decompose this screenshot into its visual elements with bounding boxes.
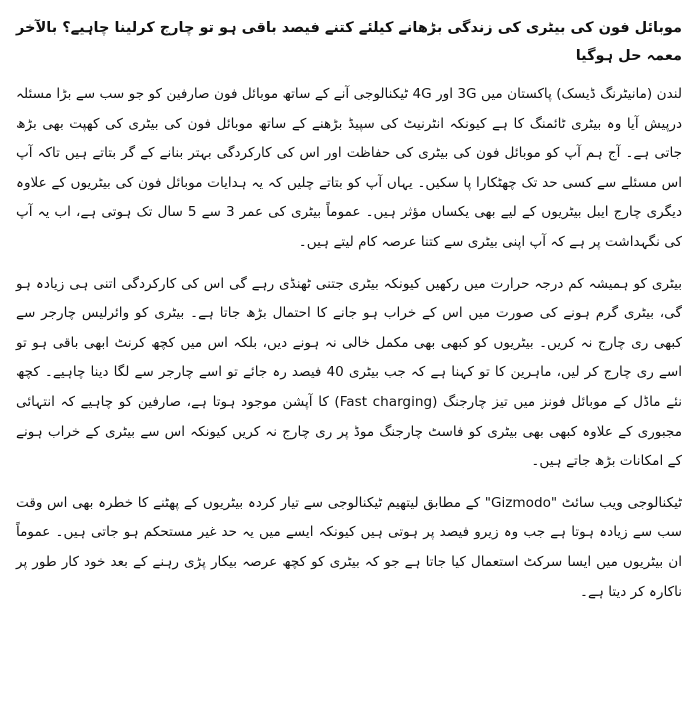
article-paragraph-intro: لندن (مانیٹرنگ ڈیسک) پاکستان میں 3G اور 4G ٹیکنالوجی آنے کے ساتھ موبائل فون صارفین کو جو سب سے بڑا مسئلہ درپیش آیا وہ بیٹری ٹائمنگ کا ہے کیونکہ انٹرنیٹ کی سپیڈ بڑھنے کے ساتھ موبائل فون کی بیٹری کی کھپت بھی بڑھ جاتی ہے۔ آج ہم آپ کو موبائل فون کی بیٹری کی حفاظت اور اس کی کارکردگی بہتر بنانے کے گر بتاتے ہیں تاکہ آپ اس مسئلے سے کسی حد تک چھٹکارا پا سکیں۔ یہاں آپ کو بتاتے چلیں کہ یہ ہدایات موبائل فون کی بیٹریوں کے علاوہ دیگری چارج ایبل بیٹریوں کے لیے بھی یکساں مؤثر ہیں۔ عموماً بیٹری کی عمر 3 سے 5 سال تک ہوتی ہے، اب یہ آپ کی نگہداشت پر ہے کہ آپ اپنی بیٹری سے کتنا عرصہ کام لیتے ہیں۔ <box>16 86 683 250</box>
article-paragraph-gizmodo: ٹیکنالوجی ویب سائٹ "Gizmodo" کے مطابق لیتھیم ٹیکنالوجی سے تیار کردہ بیٹریوں کے پھٹنے کا خطرہ بھی اس وقت سب سے زیادہ ہوتا ہے جب وہ زیرو فیصد پر ہوتی ہیں کیونکہ ایسے میں یہ حد غیر مستحکم ہو جاتی ہیں۔ عموماً ان بیٹریوں میں ایسا سرکٹ استعمال کیا جاتا ہے جو کہ بیٹری کو کچھ عرصہ بیکار پڑی رہنے کے بعد خود کار طور پر ناکارہ کر دیتا ہے۔ <box>16 494 682 600</box>
article-paragraph-care-tips: بیٹری کو ہمیشہ کم درجہ حرارت میں رکھیں کیونکہ بیٹری جتنی ٹھنڈی رہے گی اس کی کارکردگی اتنی ہی زیادہ ہو گی، بیٹری گرم ہونے کی صورت میں اس کے خراب ہو جانے کا احتمال بڑھ جاتا ہے۔ بیٹری کو وائرلیس چارجر سے کبھی ری چارج نہ کریں۔ بیٹریوں کو کبھی بھی مکمل خالی نہ ہونے دیں، بلکہ اس میں کچھ کرنٹ ابھی باقی ہو تو اسے ری چارج کر لیں، ماہرین کا تو کہنا ہے کہ جب بیٹری 40 فیصد رہ جائے تو اسے چارجر سے لگا دینا چاہیے۔ کچھ نئے ماڈل کے موبائل فونز میں تیز چارجنگ (Fast charging) کا آپشن موجود ہوتا ہے، صارفین کو چاہیے کہ انتہائی مجبوری کے علاوہ کبھی بھی بیٹری کو فاسٹ چارجنگ موڈ پر ری چارج نہ کریں کیونکہ اس سے بیٹری کے خراب ہونے کے امکانات بڑھ جاتے ہیں۔ <box>16 275 683 470</box>
article-headline: موبائل فون کی بیٹری کی زندگی بڑھانے کیلئے کتنے فیصد باقی ہو تو چارج کرلینا چاہیے؟ بالآخر معمہ حل ہوگیا <box>16 20 682 64</box>
